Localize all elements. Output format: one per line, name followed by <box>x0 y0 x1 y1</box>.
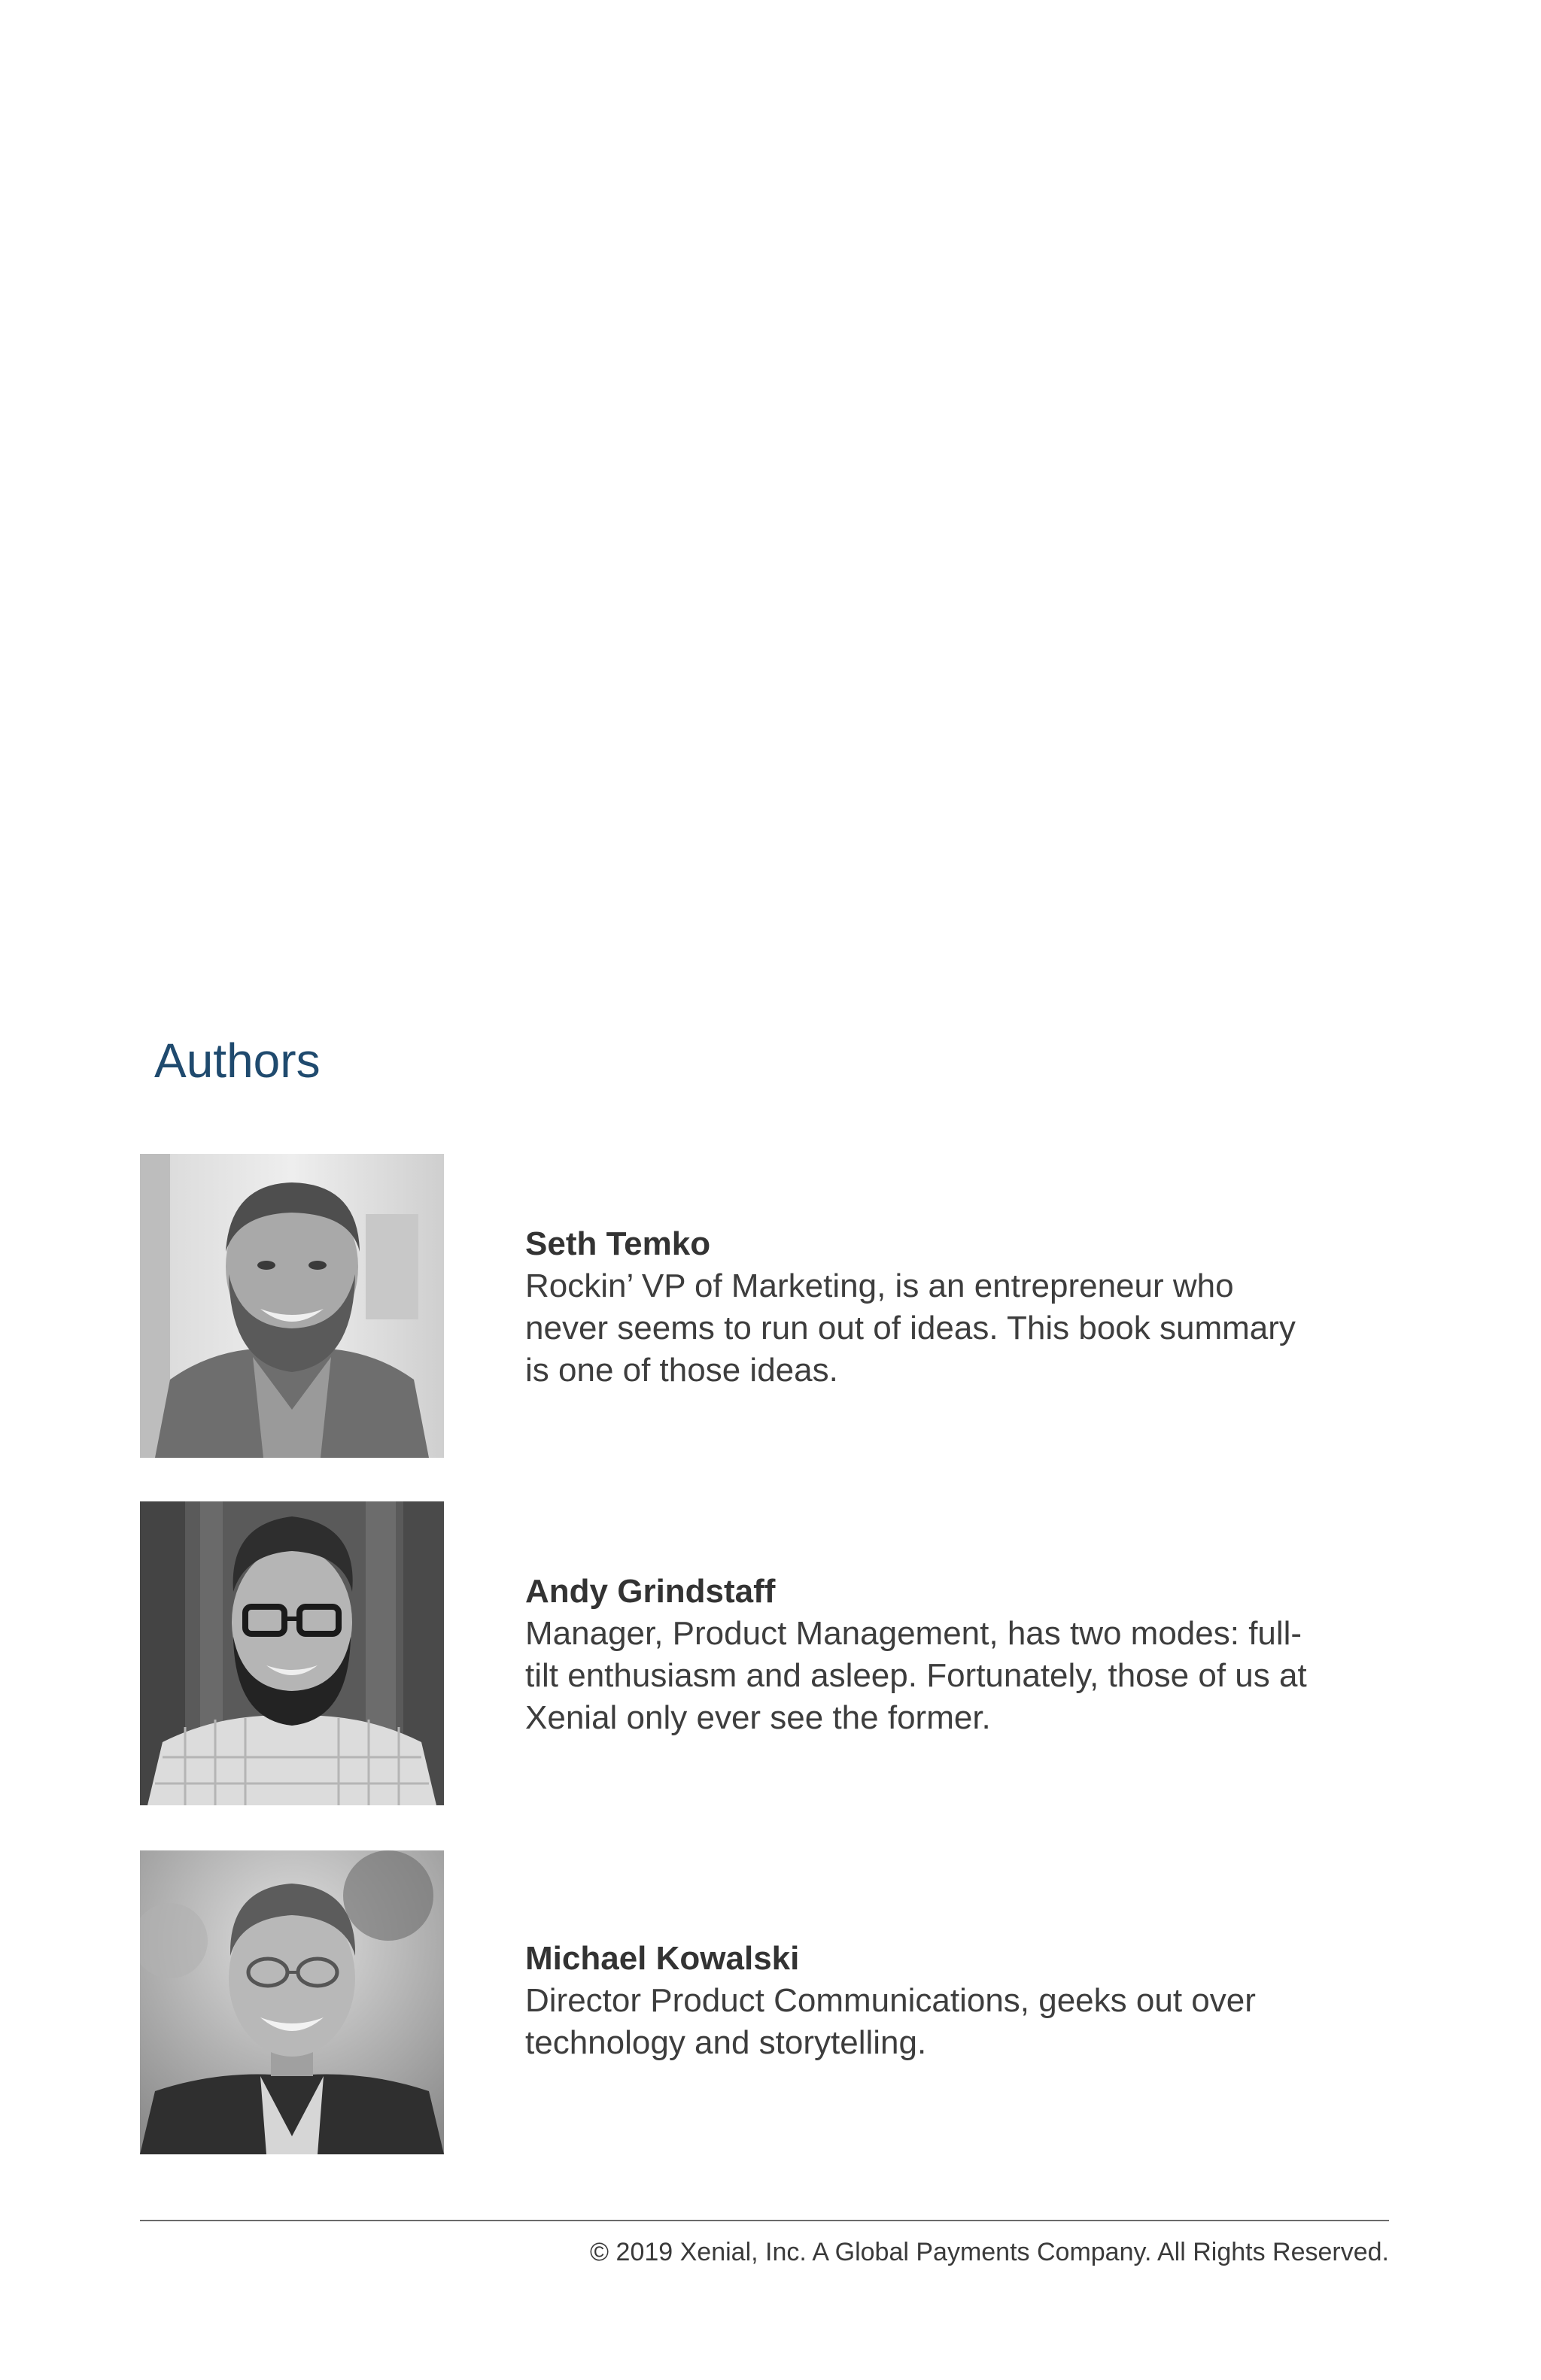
author-photo <box>140 1154 444 1458</box>
author-photo <box>140 1501 444 1805</box>
copyright-notice: © 2019 Xenial, Inc. A Global Payments Company. All Rights Reserved. <box>590 2238 1389 2266</box>
author-name: Seth Temko <box>525 1225 711 1262</box>
author-name: Michael Kowalski <box>525 1940 800 1977</box>
author-card <box>140 1850 1389 2154</box>
author-bio <box>525 1571 1389 1739</box>
section-title: Authors <box>154 1034 321 1088</box>
author-card <box>140 1154 1389 1458</box>
author-description: Rockin’ VP of Marketing, is an entrepreneur who never seems to run out of ideas. This book summary is one of those ideas. <box>525 1267 1296 1389</box>
author-bio <box>525 1938 1389 2064</box>
author-description: Director Product Communications, geeks out over technology and storytelling. <box>525 1982 1256 2061</box>
author-description: Manager, Product Management, has two modes: full-tilt enthusiasm and asleep. Fortunately, those of us at Xenial only ever see the former. <box>525 1615 1307 1736</box>
author-bio <box>525 1223 1389 1392</box>
footer-divider <box>140 2220 1389 2221</box>
author-name: Andy Grindstaff <box>525 1573 776 1610</box>
author-card <box>140 1501 1389 1805</box>
author-photo <box>140 1850 444 2154</box>
